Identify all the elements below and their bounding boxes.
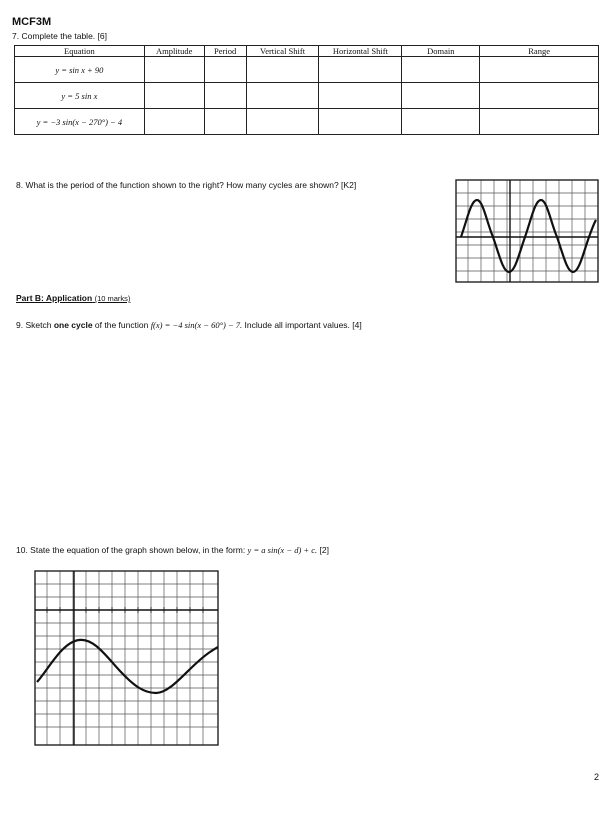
column-header: Amplitude (144, 46, 204, 57)
column-header: Period (204, 46, 246, 57)
period-answer-cell[interactable] (204, 109, 246, 135)
column-header: Equation (15, 46, 145, 57)
column-header: Domain (402, 46, 480, 57)
equation-cell: y = sin x + 90 (15, 57, 145, 83)
period-answer-cell[interactable] (204, 57, 246, 83)
equation-cell: y = 5 sin x (15, 83, 145, 109)
column-header: Range (480, 46, 599, 57)
question-8-prompt: 8. What is the period of the function shown to the right? How many cycles are shown? [K2] (16, 180, 357, 190)
horizontal-shift-answer-cell[interactable] (319, 109, 402, 135)
range-answer-cell[interactable] (480, 83, 599, 109)
horizontal-shift-answer-cell[interactable] (319, 57, 402, 83)
equation-cell: y = −3 sin(x − 270°) − 4 (15, 109, 145, 135)
table-header-row (15, 46, 599, 57)
question-10-prompt (16, 545, 329, 556)
period-answer-cell[interactable] (204, 83, 246, 109)
question-9-prompt (16, 320, 362, 331)
question-7-table (14, 45, 599, 135)
graph-grid (35, 571, 218, 745)
question-7-prompt: 7. Complete the table. [6] (12, 31, 107, 41)
amplitude-answer-cell[interactable] (144, 57, 204, 83)
q9-function: f(x) = −4 sin(x − 60°) − 7. (150, 320, 243, 330)
table-row (15, 109, 599, 135)
q9-emphasis: one cycle (53, 320, 93, 330)
q9-prefix: 9. Sketch (16, 320, 54, 330)
question-10-sine-graph (34, 570, 220, 746)
column-header: Horizontal Shift (319, 46, 402, 57)
vertical-shift-answer-cell[interactable] (246, 109, 319, 135)
table-row (15, 57, 599, 83)
part-b-title: Part B: Application (16, 293, 93, 303)
course-code: MCF3M (12, 16, 52, 28)
q10-suffix: [2] (317, 545, 329, 555)
domain-answer-cell[interactable] (402, 57, 480, 83)
q9-suffix: Include all important values. [4] (242, 320, 362, 330)
question-8-sine-graph (455, 178, 600, 284)
part-b-marks: (10 marks) (94, 294, 131, 303)
page-number: 2 (593, 772, 599, 782)
domain-answer-cell[interactable] (402, 83, 480, 109)
table-row (15, 83, 599, 109)
vertical-shift-answer-cell[interactable] (246, 57, 319, 83)
range-answer-cell[interactable] (480, 57, 599, 83)
sine-curve (37, 640, 218, 693)
q10-form: y = a sin(x − d) + c. (247, 545, 318, 555)
column-header: Vertical Shift (246, 46, 319, 57)
amplitude-answer-cell[interactable] (144, 83, 204, 109)
vertical-shift-answer-cell[interactable] (246, 83, 319, 109)
q10-prefix: 10. State the equation of the graph shown below, in the form: (16, 545, 248, 555)
domain-answer-cell[interactable] (402, 109, 480, 135)
horizontal-shift-answer-cell[interactable] (319, 83, 402, 109)
amplitude-answer-cell[interactable] (144, 109, 204, 135)
part-b-heading (16, 293, 130, 303)
range-answer-cell[interactable] (480, 109, 599, 135)
q9-middle: of the function (92, 320, 151, 330)
